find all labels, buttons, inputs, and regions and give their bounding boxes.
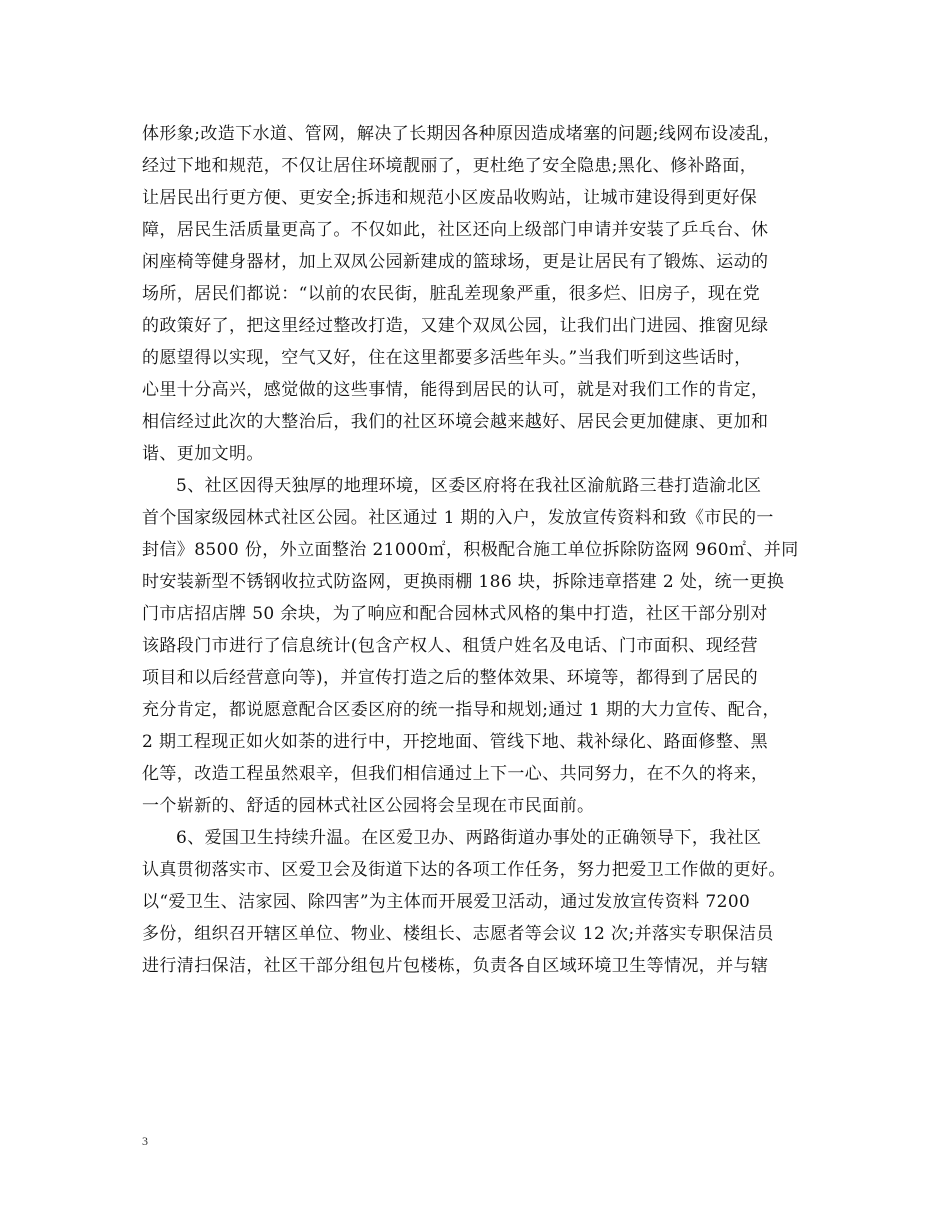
- paragraph-5-first-line: 5、社区因得天独厚的地理环境，区委区府将在我社区渝航路三巷打造渝北区: [176, 476, 762, 496]
- text-line: 项目和以后经营意向等)，并宣传打造之后的整体效果、环境等，都得到了居民的: [142, 668, 759, 688]
- text-line: 化等，改造工程虽然艰辛，但我们相信通过上下一心、共同努力，在不久的将来，: [142, 764, 769, 784]
- text-line: 谐、更加文明。: [142, 444, 264, 464]
- text-line: 体形象;改造下水道、管网，解决了长期因各种原因造成堵塞的问题;线网布设凌乱，: [142, 124, 781, 144]
- text-line: 该路段门市进行了信息统计(包含产权人、租赁户姓名及电话、门市面积、现经营: [142, 636, 759, 656]
- text-line: 心里十分高兴，感觉做的这些事情，能得到居民的认可，就是对我们工作的肯定，: [142, 380, 769, 400]
- text-line: 闲座椅等健身器材，加上双凤公园新建成的篮球场，更是让居民有了锻炼、运动的: [142, 252, 769, 272]
- text-line: 门市店招店牌 50 余块，为了响应和配合园林式风格的集中打造，社区干部分别对: [142, 604, 768, 624]
- text-line: 的政策好了，把这里经过整改打造，又建个双凤公园，让我们出门进园、推窗见绿: [142, 316, 769, 336]
- body-text: [142, 118, 812, 982]
- text-line: 相信经过此次的大整治后，我们的社区环境会越来越好、居民会更加健康、更加和: [142, 412, 769, 432]
- paragraph-6-first-line: 6、爱国卫生持续升温。在区爱卫办、两路街道办事处的正确领导下，我社区: [176, 828, 762, 848]
- text-line: 经过下地和规范，不仅让居住环境靓丽了，更杜绝了安全隐患;黑化、修补路面，: [142, 156, 758, 176]
- text-line: 充分肯定，都说愿意配合区委区府的统一指导和规划;通过 1 期的大力宣传、配合，: [142, 700, 780, 720]
- text-line: 首个国家级园林式社区公园。社区通过 1 期的入户，发放宣传资料和致《市民的一: [142, 508, 774, 528]
- text-line: 2 期工程现正如火如荼的进行中，开挖地面、管线下地、栽补绿化、路面修整、黑: [142, 732, 769, 752]
- text-line: 封信》8500 份，外立面整治 21000㎡，积极配合施工单位拆除防盗网 960㎡、并同: [142, 540, 799, 560]
- text-line: 以“爱卫生、洁家园、除四害”为主体而开展爱卫活动，通过发放宣传资料 7200: [142, 892, 751, 912]
- text-line: 认真贯彻落实市、区爱卫会及街道下达的各项工作任务，努力把爱卫工作做的更好。: [142, 860, 786, 880]
- text-line: 一个崭新的、舒适的园林式社区公园将会呈现在市民面前。: [142, 796, 595, 816]
- text-line: 进行清扫保洁，社区干部分组包片包楼栋，负责各自区域环境卫生等情况，并与辖: [142, 956, 769, 976]
- page-number: 3: [142, 1134, 148, 1148]
- text-line: 时安装新型不锈钢收拉式防盗网，更换雨棚 186 块，拆除违章搭建 2 处，统一更换: [142, 572, 785, 592]
- text-line: 的愿望得以实现，空气又好，住在这里都要多活些年头。”当我们听到这些话时，: [142, 348, 752, 368]
- text-line: 障，居民生活质量更高了。不仅如此，社区还向上级部门申请并安装了乒乓台、休: [142, 220, 769, 240]
- text-line: 场所，居民们都说：“以前的农民街，脏乱差现象严重，很多烂、旧房子，现在党: [142, 284, 761, 304]
- text-line: 让居民出行更方便、更安全;拆违和规范小区废品收购站，让城市建设得到更好保: [142, 188, 758, 208]
- text-line: 多份，组织召开辖区单位、物业、楼组长、志愿者等会议 12 次;并落实专职保洁员: [142, 924, 774, 944]
